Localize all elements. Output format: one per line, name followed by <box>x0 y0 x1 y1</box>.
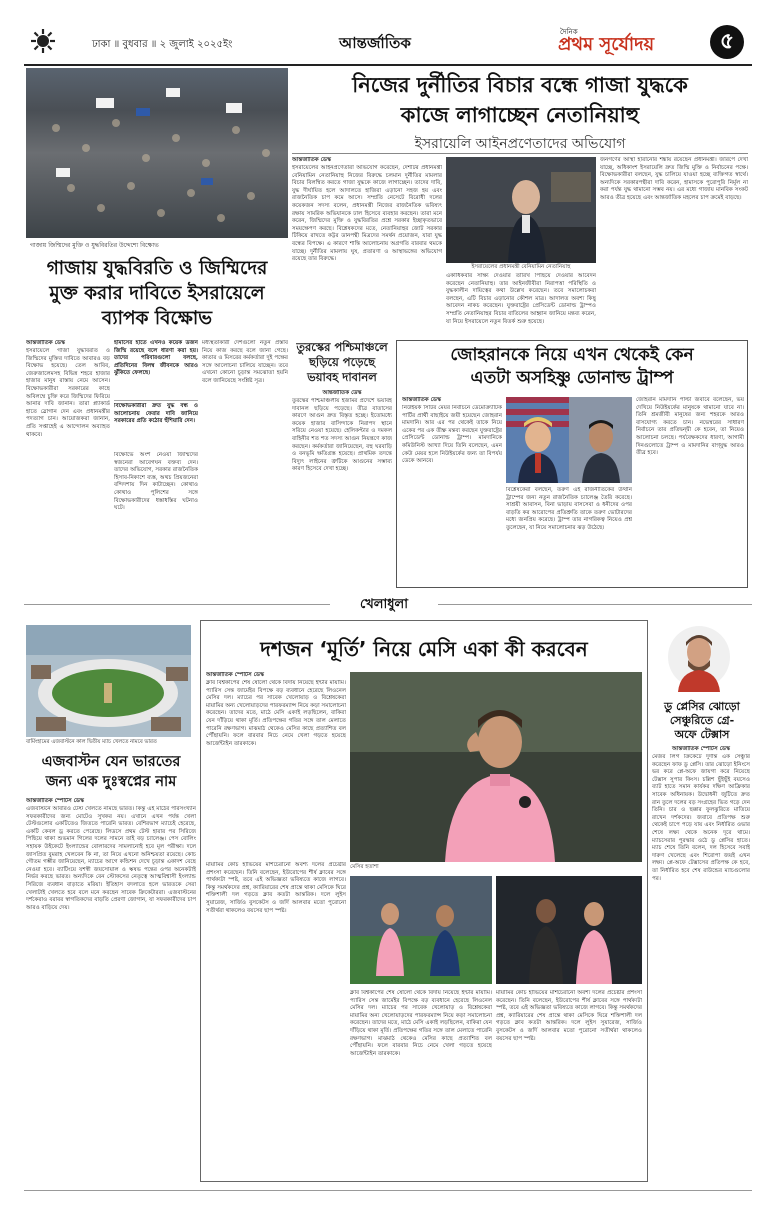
masthead <box>0 0 768 70</box>
netanyahu-photo-caption: ইসরায়েলের প্রধানমন্ত্রী বেনিয়ামিন নেতানিয়াহু <box>471 264 571 270</box>
story2-pullquote2-text: বিক্ষোভকারীরা দ্রুত যুদ্ধ বন্ধ ও আলোচনায় ফেরার দাবি জানিয়ে সরকারের প্রতি কঠোর হুঁশিয়ারি দেন। <box>114 403 198 425</box>
messi-photo-b <box>350 876 492 984</box>
story1-body-c: জনগণের আস্থা হারানোর শঙ্কায় রয়েছেন প্রধানমন্ত্রী। জরিপে দেখা যাচ্ছে, অধিকাংশ ইসরায়েলি দ্রুত জিম্মি মুক্তি ও নির্বাচনের পক্ষে। বিক্ষোভকারীরা বলছেন, যুদ্ধ চালিয়ে যাওয়া হচ্ছে ব্যক্তিগত স্বার্থে। অন্যদিকে সরকারপন্থীরা দাবি করেন, হামাসকে পুরোপুরি নির্মূল না করা পর্যন্ত যুদ্ধ থামানো সম্ভব নয়। এর মধ্যে গাজায় মানবিক সংকট আরও তীব্র হয়েছে এবং আন্তর্জাতিক মহলের চাপ ক্রমেই বাড়ছে। <box>600 157 748 201</box>
story7-headline-line3: অফে টেক্সাস <box>674 728 730 741</box>
story1-body-b: একাধিকবার সাক্ষ্য দেওয়ার তারিখ পিছিয়ে দেওয়ার আবেদন করেছেন নেতানিয়াহু। তার আইনজীবীরা নিরাপত্তা পরিস্থিতি ও যুদ্ধকালীন দায়িত্বের কথা উল্লেখ করেছেন। তবে সমালোচকরা বলছেন, এটি বিচার এড়ানোর কৌশল মাত্র। আদালত অবশ্য কিছু আবেদন নাকচ করেছেন। যুক্তরাষ্ট্রের প্রেসিডেন্ট ডোনাল্ড ট্রাম্পও সম্প্রতি নেতানিয়াহুর বিচার বাতিলের আহ্বান জানিয়ে মন্তব্য করেন, যা নিয়ে ইসরায়েলে নতুন বিতর্ক শুরু হয়েছে। <box>446 273 596 325</box>
story1-subhead: ইসরায়েলি আইনপ্রণেতাদের অভিযোগ <box>414 136 626 152</box>
story7-dateline: আন্তর্জাতিক স্পোর্টস ডেস্ক <box>671 746 731 752</box>
story4-body-b: বিশ্লেষকেরা বলছেন, তরুণ এই রাজনীতিকের উত্থান ট্রাম্পের জন্য নতুন রাজনৈতিক চ্যালেঞ্জ তৈরি করেছে। সাশ্রয়ী আবাসন, বিনা ভাড়ায় বাসসেবা ও ধনীদের ওপর বাড়তি কর আরোপের প্রতিশ্রুতি তাকে তরুণ ভোটারদের মধ্যে জনপ্রিয় করেছে। ট্রাম্প তার নাগরিকত্ব নিয়েও প্রশ্ন তুলেছেন, যা নিয়ে সমালোচনার ঝড় উঠেছে। <box>506 487 632 531</box>
story6-body-c: ক্লাব বিশ্বকাপের শেষ ষোলো থেকে বিদায় নিয়েছে ইন্টার মায়ামি। প্যারিস সেন্ত জার্মেইর বিপক্ষে বড় ব্যবধানে হেরেছে লিওনেল মেসির দল। ম্যাচের পর সাবেক খেলোয়াড় ও বিশ্লেষকেরা মায়ামির অন্য খেলোয়াড়দের পারফরম্যান্স নিয়ে কড়া সমালোচনা করেছেন। তাদের মতে, মাঠে মেসি একাই লড়ছিলেন, বাকিরা যেন দাঁড়িয়ে থাকা মূর্তি। প্রতিপক্ষের গতির সঙ্গে তাল মেলাতে পারেনি রক্ষণভাগ। মাঝমাঠ থেকেও মেসির কাছে প্রত্যাশিত বল পৌঁছায়নি। ফলে বারবার নিচে নেমে খেলা গড়তে হয়েছে আর্জেন্টাইন তারকাকে। <box>350 990 492 1057</box>
story5-dateline: আন্তর্জাতিক স্পোর্টস ডেস্ক <box>26 798 85 804</box>
story2-headline <box>26 256 288 331</box>
edgbaston-photo <box>26 625 191 737</box>
messi-photo <box>350 672 642 862</box>
story4-headline <box>400 344 744 390</box>
story2-headline-line2: মুক্ত করার দাবিতে ইসরায়েলে <box>49 283 265 304</box>
story5-headline <box>26 752 196 792</box>
story4-body-c: জোহরান মামদানি পাল্টা জবাবে বলেছেন, ভয় দেখিয়ে নিউইয়র্কের মানুষকে থামানো যাবে না। তিনি শ্রমজীবী মানুষের জন্য শহরকে আরও বাসযোগ্য করতে চান। নভেম্বরের সাধারণ নির্বাচনে তার প্রতিদ্বন্দ্বী কে হবেন, তা নিয়েও আলোচনা চলছে। পর্যবেক্ষকদের ধারণা, আগামী দিনগুলোতে ট্রাম্প ও মামদানির বাগ্‌যুদ্ধ আরও তীব্র হবে। <box>636 397 744 457</box>
story3-body: তুরস্কের পশ্চিমাঞ্চলীয় ইজমির প্রদেশে ভয়াবহ দাবানল ছড়িয়ে পড়েছে। তীব্র বাতাসের কারণে আগুন দ্রুত বিস্তৃত হচ্ছে। ইতোমধ্যে কয়েক হাজার বাসিন্দাকে নিরাপদ স্থানে সরিয়ে নেওয়া হয়েছে। হেলিকপ্টার ও দমকল বাহিনীর শত শত সদস্য আগুন নিয়ন্ত্রণে কাজ করছেন। কর্মকর্তারা জানিয়েছেন, বহু ঘরবাড়ি ও বনভূমি ক্ষতিগ্রস্ত হয়েছে। প্রাথমিক তদন্তে বিদ্যুৎ লাইনের ত্রুটিকে আগুনের সম্ভাব্য কারণ হিসেবে দেখা হচ্ছে। <box>292 398 392 473</box>
story2-body-a: ইসরায়েলে গাজা যুদ্ধবিরতি ও জিম্মিদের মুক্তির দাবিতে আবারও বড় বিক্ষোভ হয়েছে। তেল আবিব, জেরুজালেমসহ বিভিন্ন শহরে হাজার হাজার মানুষ রাস্তায় নেমে আসেন। বিক্ষোভকারীরা সরকারের কাছে অবিলম্বে চুক্তি করে জিম্মিদের ফিরিয়ে আনার দাবি জানান। তারা প্ল্যাকার্ড হাতে স্লোগান দেন এবং প্রধানমন্ত্রীর পদত্যাগ চান। আয়োজকরা জানান, প্রতি সপ্তাহেই এ আন্দোলন অব্যাহত থাকবে। <box>26 348 110 438</box>
story3-headline-line3: ভয়াবহ দাবানল <box>307 370 377 384</box>
edgbaston-caption: বার্মিংহামের এজবাস্টনে কাল দ্বিতীয় ম্যাচ খেলতে নামবে ভারত <box>26 739 157 745</box>
story6-body-b: মায়ামির কোচ হাভিয়ের মাশচেরানো অবশ্য দলের প্রচেষ্টার প্রশংসা করেছেন। তিনি বলেছেন, ইউরোপের শীর্ষ ক্লাবের সঙ্গে পার্থক্যটা স্পষ্ট, তবে এই অভিজ্ঞতা ভবিষ্যতে কাজে লাগবে। কিন্তু সমর্থকদের প্রশ্ন, ক্যারিয়ারের শেষ প্রান্তে থাকা মেসিকে ঘিরে শক্তিশালী দল গড়তে ক্লাব কতটা আন্তরিক। দলে লুইস সুয়ারেজ, সার্জিও বুসকেটস ও জর্দি আলবার মতো পুরোনো সতীর্থরা থাকলেও বয়সের ছাপ স্পষ্ট। <box>206 862 346 914</box>
messi-photo-c <box>496 876 642 984</box>
page-number: ৫ <box>710 25 744 59</box>
story6-dateline: আন্তর্জাতিক স্পোর্টস ডেস্ক <box>206 672 265 678</box>
story3-headline <box>292 340 392 385</box>
paper-small-label: দৈনিক <box>560 28 578 36</box>
story2-dateline: আন্তর্জাতিক ডেস্ক <box>26 340 66 346</box>
story4-headline-line2: এতটা অসহিষ্ণু ডোনাল্ড ট্রাম্প <box>470 368 674 388</box>
story7-headline-line2: সেঞ্চুরিতে গ্রে- <box>669 714 735 727</box>
story2-pullquote <box>114 340 198 450</box>
story4-headline-line1: জোহরানকে নিয়ে এখন থেকেই কেন <box>450 345 694 365</box>
story6-body-d: মায়ামির কোচ হাভিয়ের মাশচেরানো অবশ্য দলের প্রচেষ্টার প্রশংসা করেছেন। তিনি বলেছেন, ইউরোপের শীর্ষ ক্লাবের সঙ্গে পার্থক্যটা স্পষ্ট, তবে এই অভিজ্ঞতা ভবিষ্যতে কাজে লাগবে। কিন্তু সমর্থকদের প্রশ্ন, ক্যারিয়ারের শেষ প্রান্তে থাকা মেসিকে ঘিরে শক্তিশালী দল গড়তে ক্লাব কতটা আন্তরিক। দলে লুইস সুয়ারেজ, সার্জিও বুসকেটস ও জর্দি আলবার মতো পুরোনো সতীর্থরা থাকলেও বয়সের ছাপ স্পষ্ট। <box>496 990 642 1042</box>
story1-headline-line2: কাজে লাগাচ্ছেন নেতানিয়াহু <box>400 103 640 127</box>
sun-logo-icon <box>30 28 56 54</box>
story4-body-a: নিউইয়র্ক সিটির মেয়র নির্বাচনে ডেমোক্র্যাটিক পার্টির প্রার্থী বাছাইয়ে জয়ী হয়েছেন জোহরান মামদানি। আর এর পর থেকেই তাকে নিয়ে একের পর এক তীক্ষ্ণ মন্তব্য করছেন যুক্তরাষ্ট্রের প্রেসিডেন্ট ডোনাল্ড ট্রাম্প। মামদানিকে কমিউনিস্ট আখ্যা দিয়ে তিনি বলেছেন, এমন কেউ মেয়র হলে নিউইয়র্কের জন্য তা বিপর্যয় ডেকে আনবে। <box>402 405 502 465</box>
protest-photo-caption: গাজায় জিম্মিদের মুক্তি ও যুদ্ধবিরতির উদ্দেশ্যে বিক্ষোভ <box>30 242 159 249</box>
location-date: ঢাকা ॥ বুধবার ॥ ২ জুলাই ২০২৫ইং <box>92 39 233 50</box>
story1-dateline: আন্তর্জাতিক ডেস্ক <box>292 157 332 163</box>
story1-headline-line1: নিজের দুর্নীতির বিচার বন্ধে গাজা যুদ্ধকে <box>352 73 688 97</box>
messi-photo-caption: মেসির হতাশা <box>350 864 379 870</box>
story2-pullquote-text: হামাসের হাতে এখনও কয়েক ডজন জিম্মি রয়েছে বলে ধারণা করা হয়। তাদের পরিবারগুলো বলছে, প্রতিদিনের বিলম্ব জীবনকে আরও ঝুঁকিতে ফেলছে। <box>114 340 198 401</box>
story1-body-a: ইসরায়েলের আইনপ্রণেতারা অভিযোগ করেছেন, দেশটির প্রধানমন্ত্রী বেনিয়ামিন নেতানিয়াহু নিজের বিরুদ্ধে চলমান দুর্নীতির মামলার বিচার বিলম্বিত করতে গাজা যুদ্ধকে কাজে লাগাচ্ছেন। তাদের দাবি, যুদ্ধ দীর্ঘায়িত হলে আদালতে হাজিরা এড়ানো সহজ হয় এবং রাজনৈতিক চাপ কমে আসে। সম্প্রতি নেসেটে বিরোধী দলের কয়েকজন সদস্য বলেন, প্রধানমন্ত্রী নিজের রাজনৈতিক ভবিষ্যৎ রক্ষায় সামরিক অভিযানকে ঢাল হিসেবে ব্যবহার করছেন। তারা মনে করেন, জিম্মিদের মুক্তি ও যুদ্ধবিরতির প্রশ্নে সরকার ইচ্ছাকৃতভাবে সময়ক্ষেপণ করছে। বিশ্লেষকদের মতে, নেতানিয়াহুর জোট সরকার টিকিয়ে রাখতে কট্টর ডানপন্থী মিত্রদের সমর্থন প্রয়োজন, যারা যুদ্ধ বন্ধের বিপক্ষে। এ কারণে শান্তি আলোচনায় অগ্রগতি বারবার থমকে যাচ্ছে। দুর্নীতির মামলায় ঘুষ, প্রতারণা ও আস্থাভঙ্গের অভিযোগ রয়েছে তার বিরুদ্ধে। <box>292 165 442 263</box>
sports-section-label: খেলাধুলা <box>330 597 438 613</box>
story3-headline-line2: ছড়িয়ে পড়েছে <box>308 355 376 369</box>
story3-dateline: আন্তর্জাতিক ডেস্ক <box>322 390 362 396</box>
netanyahu-photo <box>446 157 596 263</box>
story2-headline-line1: গাজায় যুদ্ধবিরতি ও জিম্মিদের <box>46 258 268 279</box>
protest-photo <box>26 68 288 238</box>
story6-headline: দশজন ‘মূর্তি’ নিয়ে মেসি একা কী করবেন <box>260 637 588 661</box>
paper-name: প্রথম সূর্যোদয় <box>558 34 655 55</box>
story6-body-a: ক্লাব বিশ্বকাপের শেষ ষোলো থেকে বিদায় নিয়েছে ইন্টার মায়ামি। প্যারিস সেন্ত জার্মেইর বিপক্ষে বড় ব্যবধানে হেরেছে লিওনেল মেসির দল। ম্যাচের পর সাবেক খেলোয়াড় ও বিশ্লেষকেরা মায়ামির অন্য খেলোয়াড়দের পারফরম্যান্স নিয়ে কড়া সমালোচনা করেছেন। তাদের মতে, মাঠে মেসি একাই লড়ছিলেন, বাকিরা যেন দাঁড়িয়ে থাকা মূর্তি। প্রতিপক্ষের গতির সঙ্গে তাল মেলাতে পারেনি রক্ষণভাগ। মাঝমাঠ থেকেও মেসির কাছে প্রত্যাশিত বল পৌঁছায়নি। ফলে বারবার নিচে নেমে খেলা গড়তে হয়েছে আর্জেন্টাইন তারকাকে। <box>206 680 346 747</box>
story2-body-c: মধ্যস্থতাকারী দেশগুলো নতুন প্রস্তাব নিয়ে কাজ করছে বলে জানা গেছে। কাতার ও মিসরের কর্মকর্তারা দুই পক্ষের সঙ্গে আলোচনা চালিয়ে যাচ্ছেন। তবে এখনো কোনো চূড়ান্ত সমঝোতা হয়নি বলে জানিয়েছে সংশ্লিষ্ট সূত্র। <box>202 340 288 384</box>
story7-headline <box>652 700 752 742</box>
story5-body: এজবাস্টনে আবারও টেস্ট খেলতে নামছে ভারত। কিন্তু এই মাঠের পরিসংখ্যান সফরকারীদের জন্য মোটেও সুখকর নয়। এখানে এখন পর্যন্ত খেলা টেস্টগুলোর একটিতেও জিততে পারেনি ভারত। বেশিরভাগ ম্যাচেই হেরেছে, একটি কেবল ড্র করতে পেরেছে। লিডসে প্রথম টেস্ট হারার পর সিরিজে পিছিয়ে থাকা শুভমান গিলের দলের সামনে তাই বড় চ্যালেঞ্জ। পেস বোলিং সহায়ক উইকেটে ইংল্যান্ডের বোলারদের সামলানোই হবে মূল পরীক্ষা। দলে জাসপ্রিত বুমরাহ খেলবেন কি না, তা নিয়ে এখনো অনিশ্চয়তা রয়েছে। কোচ গৌতম গম্ভীর জানিয়েছেন, ম্যাচের আগে কন্ডিশন দেখে চূড়ান্ত একাদশ বেছে নেওয়া হবে। ব্যাটিংয়ে যশস্বী জয়সোয়াল ও ঋষভ পন্তের ওপর অনেকটাই নির্ভর করছে ভারত। অন্যদিকে বেন স্টোকসের নেতৃত্বে আত্মবিশ্বাসী ইংল্যান্ড সিরিজে ব্যবধান বাড়াতে মরিয়া। ইতিহাস বদলাতে হলে ভারতকে সেরা খেলাটাই খেলতে হবে বলে মনে করছেন সাবেক ক্রিকেটাররা। এজবাস্টনের দর্শকেরাও বরাবর স্বাগতিকদের বাড়তি প্রেরণা জোগান, যা সফরকারীদের চাপ আরও বাড়িয়ে দেয়। <box>26 806 196 911</box>
story7-body: মেজর লিগ ক্রিকেটে দুর্দান্ত এক সেঞ্চুরি করেছেন ফাফ ডু প্লেসি। তার ঝোড়ো ইনিংসে ভর করে প্লে-অফে জায়গা করে নিয়েছে টেক্সাস সুপার কিংস। চল্লিশ ছুঁইছুঁই বয়সেও ব্যাট হাতে সমান কার্যকর দক্ষিণ আফ্রিকার সাবেক অধিনায়ক। উদ্বোধনী জুটিতে দ্রুত রান তুলে দলের বড় সংগ্রহের ভিত গড়ে দেন তিনি। চার ও ছক্কার ফুলঝুরিতে মাতিয়ে রাখেন দর্শকদের। জবাবে প্রতিপক্ষ শুরু থেকেই চাপে পড়ে যায় এবং নির্ধারিত ওভার শেষে লক্ষ্য থেকে অনেক দূরে থামে। ম্যাচসেরার পুরস্কার ওঠে ডু প্লেসির হাতে। ম্যাচ শেষে তিনি বলেন, দল হিসেবে সবাই দারুণ খেলেছে এবং শিরোপা জয়ই এখন লক্ষ্য। প্লে-অফে টেক্সাসের প্রতিপক্ষ কে হবে, তা নির্ধারিত হবে শেষ রাউন্ডের ম্যাচগুলোর পর। <box>652 754 750 882</box>
story3-headline-line1: তুরস্কের পশ্চিমাঞ্চলে <box>296 340 388 354</box>
story1-headline <box>292 70 748 130</box>
story5-headline-line1: এজবাস্টন যেন ভারতের <box>41 754 181 770</box>
story2-headline-line3: ব্যাপক বিক্ষোভ <box>101 308 213 329</box>
du-plessis-photo <box>668 622 730 692</box>
story2-body-b: বিক্ষোভে অংশ নেওয়া জিম্মিদের স্বজনেরা আবেগঘন বক্তব্য দেন। তাদের অভিযোগ, সরকার রাজনৈতিক হিসাব-নিকাশে ব্যস্ত, অথচ প্রিয়জনেরা বন্দিদশায় দিন কাটাচ্ছেন। কোথাও কোথাও পুলিশের সঙ্গে বিক্ষোভকারীদের ধস্তাধস্তির ঘটনাও ঘটে। <box>114 452 198 512</box>
trump-zohran-photo <box>506 397 632 483</box>
story5-headline-line2: জন্য এক দুঃস্বপ্নের নাম <box>45 774 177 790</box>
section-title: আন্তর্জাতিক <box>339 34 411 52</box>
story4-dateline: আন্তর্জাতিক ডেস্ক <box>402 397 442 403</box>
story7-headline-line1: ডু প্লেসির ঝোড়ো <box>664 700 740 713</box>
